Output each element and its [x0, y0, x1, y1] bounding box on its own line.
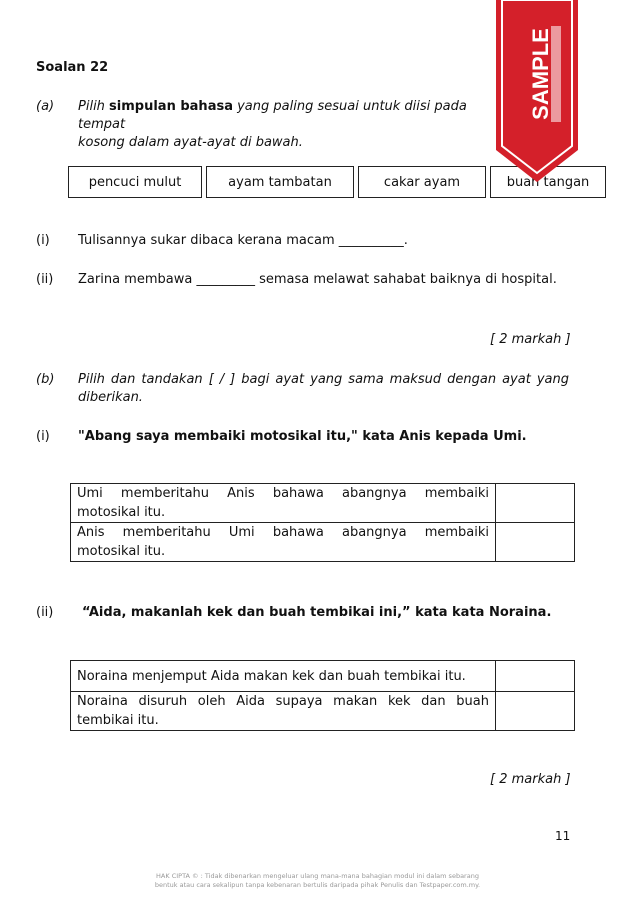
option-box-4: buah tangan — [490, 166, 606, 198]
footer-line1: HAK CIPTA © : Tidak dibenarkan mengeluar ulang mana-mana bahagian modul ini dalam sebarang — [156, 872, 479, 880]
question-title: Soalan 22 — [36, 60, 109, 75]
item-b-i-sentence: "Abang saya membaiki motosikal itu," kata Anis kepada Umi. — [78, 429, 527, 444]
choice-line: Noraina disuruh oleh Aida supaya makan kek dan buah — [77, 694, 489, 709]
copyright-footer — [0, 872, 635, 890]
instruction-post: yang paling sesuai untuk diisi pada tempat — [78, 99, 467, 132]
choice-table-b-i — [70, 483, 575, 562]
table-row — [71, 692, 575, 731]
sample-ribbon — [496, 0, 578, 182]
ribbon-text: SAMPLE — [527, 28, 553, 120]
table-row — [71, 484, 575, 523]
item-a-i-label: (i) — [36, 233, 50, 248]
choice-line: Umi memberitahu Anis bahawa abangnya membaiki — [77, 486, 489, 501]
item-b-ii-label: (ii) — [36, 605, 54, 620]
choice-line: Noraina menjemput Aida makan kek dan buah tembikai itu. — [77, 668, 466, 684]
part-b-instruction-line1: Pilih dan tandakan [ / ] bagi ayat yang sama maksud dengan ayat yang — [78, 372, 569, 387]
choice-line: Anis memberitahu Umi bahawa abangnya membaiki — [77, 525, 489, 540]
ribbon-icon — [496, 0, 578, 182]
tick-box[interactable] — [496, 484, 575, 523]
choice-statement — [71, 692, 496, 731]
item-b-i-label: (i) — [36, 429, 50, 444]
choice-statement — [71, 523, 496, 562]
option-box-2: ayam tambatan — [206, 166, 354, 198]
part-b-instruction-line2: diberikan. — [78, 390, 143, 405]
tick-box[interactable] — [496, 661, 575, 692]
part-b-instruction — [78, 371, 569, 407]
instruction-bold-term: simpulan bahasa — [109, 99, 233, 114]
item-b-ii-sentence: “Aida, makanlah kek dan buah tembikai ini,” kata kata Noraina. — [82, 605, 552, 620]
marks-b: [ 2 markah ] — [490, 772, 571, 787]
instruction-line2: kosong dalam ayat-ayat di bawah. — [78, 135, 303, 150]
table-row — [71, 661, 575, 692]
instruction-pre: Pilih — [78, 99, 110, 114]
tick-box[interactable] — [496, 523, 575, 562]
tick-box[interactable] — [496, 692, 575, 731]
item-a-i-text: Tulisannya sukar dibaca kerana macam __________. — [78, 233, 408, 248]
part-b-label: (b) — [36, 372, 55, 387]
choice-line: motosikal itu. — [77, 544, 166, 559]
page-number: 11 — [555, 829, 571, 843]
marks-a: [ 2 markah ] — [490, 332, 571, 347]
choice-table-b-ii — [70, 660, 575, 731]
footer-line2: bentuk atau cara sekalipun tanpa kebenaran bertulis daripada pihak Penulis dan Testpaper.com.my. — [154, 881, 481, 889]
choice-statement — [71, 661, 496, 692]
choice-line: motosikal itu. — [77, 505, 166, 520]
table-row — [71, 523, 575, 562]
choice-line: tembikai itu. — [77, 713, 159, 728]
option-box-3: cakar ayam — [358, 166, 486, 198]
choice-statement — [71, 484, 496, 523]
part-a-instruction — [78, 98, 498, 152]
option-box-1: pencuci mulut — [68, 166, 202, 198]
item-a-ii-text: Zarina membawa _________ semasa melawat sahabat baiknya di hospital. — [78, 272, 557, 287]
item-a-ii-label: (ii) — [36, 272, 54, 287]
part-a-label: (a) — [36, 99, 55, 114]
